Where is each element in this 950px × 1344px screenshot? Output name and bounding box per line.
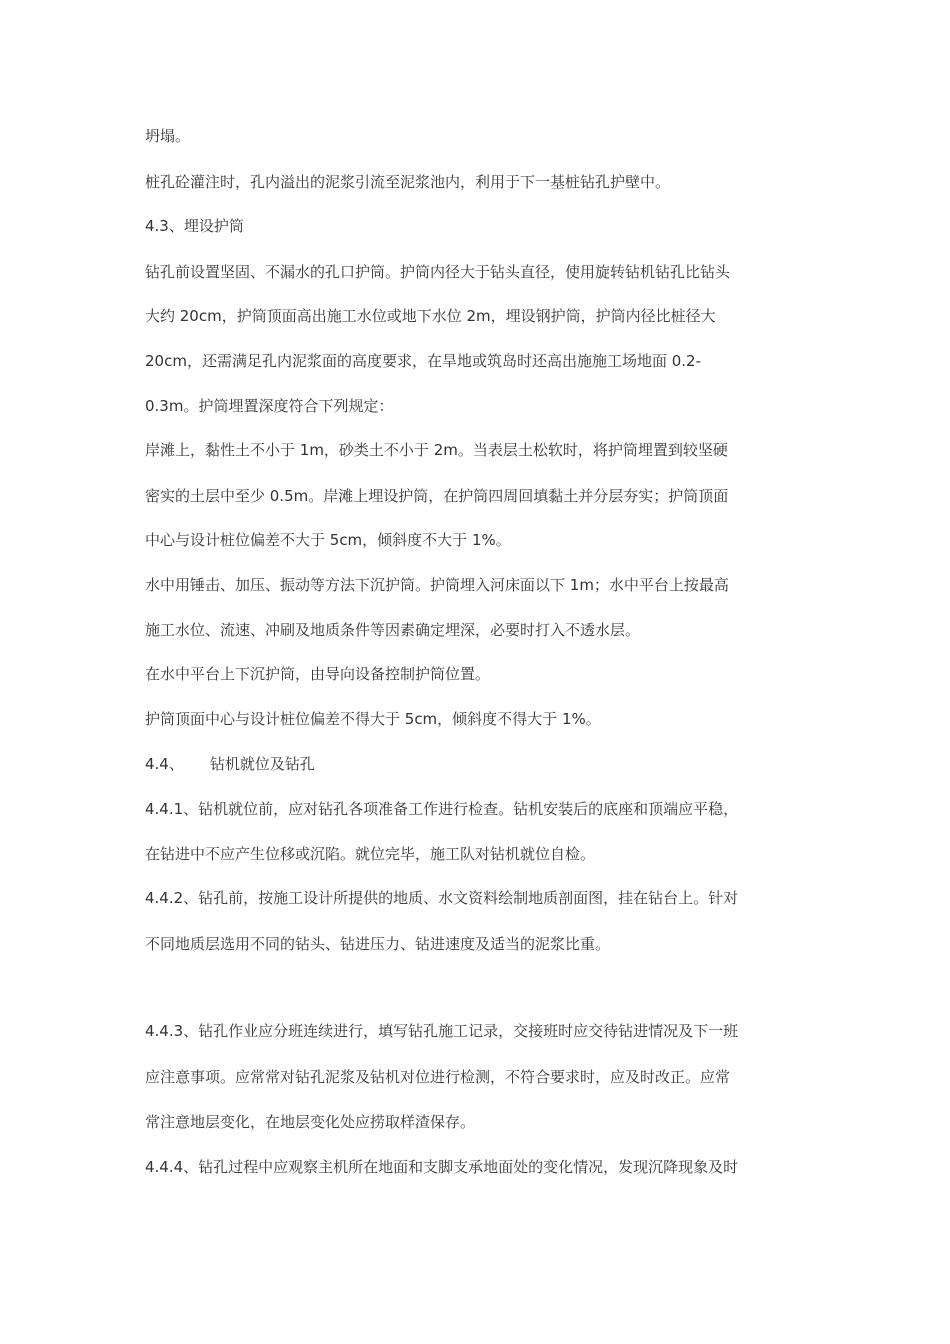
text-line: 4.4.3、钻孔作业应分班连续进行，填写钻孔施工记录，交接班时应交待钻进情况及下一班 (145, 1022, 739, 1040)
text-line: 大约 20cm，护筒顶面高出施工水位或地下水位 2m，埋设钢护筒，护筒内径比桩径大 (145, 307, 716, 325)
text-line: 中心与设计桩位偏差不大于 5cm，倾斜度不大于 1%。 (145, 531, 511, 549)
text-line: 水中用锤击、加压、振动等方法下沉护筒。护筒埋入河床面以下 1m；水中平台上按最高 (145, 576, 729, 594)
text-line: 坍塌。 (145, 127, 191, 145)
text-line: 0.3m。护筒埋置深度符合下列规定： (145, 397, 394, 415)
text-line: 桩孔砼灌注时，孔内溢出的泥浆引流至泥浆池内，利用于下一基桩钻孔护壁中。 (145, 173, 671, 191)
section-title: 钻机就位及钻孔 (209, 755, 315, 773)
text-line: 护筒顶面中心与设计桩位偏差不得大于 5cm，倾斜度不得大于 1%。 (145, 710, 601, 728)
text-line: 4.4.4、钻孔过程中应观察主机所在地面和支脚支承地面处的变化情况，发现沉降现象及时 (145, 1158, 739, 1176)
text-line: 常注意地层变化，在地层变化处应捞取样渣保存。 (145, 1113, 476, 1131)
text-line: 在钻进中不应产生位移或沉陷。就位完毕，施工队对钻机就位自检。 (145, 845, 596, 863)
text-line: 岸滩上，黏性土不小于 1m，砂类土不小于 2m。当表层土松软时，将护筒埋置到较坚硬 (145, 441, 728, 459)
text-line: 4.4.1、钻机就位前，应对钻孔各项准备工作进行检查。钻机安装后的底座和顶端应平稳， (145, 800, 739, 818)
text-line: 应注意事项。应常常对钻孔泥浆及钻机对位进行检测，不符合要求时，应及时改正。应常 (145, 1068, 731, 1086)
section-heading (145, 754, 825, 774)
text-line: 不同地质层选用不同的钻头、钻进压力、钻进速度及适当的泥浆比重。 (145, 935, 611, 953)
text-line: 施工水位、流速、冲刷及地质条件等因素确定埋深，必要时打入不透水层。 (145, 621, 641, 639)
text-line: 20cm，还需满足孔内泥浆面的高度要求，在旱地或筑岛时还高出施施工场地面 0.2- (145, 352, 701, 370)
text-line: 4.4.2、钻孔前，按施工设计所提供的地质、水文资料绘制地质剖面图，挂在钻台上。针对 (145, 889, 739, 907)
section-heading: 4.3、埋设护筒 (145, 217, 244, 235)
text-line: 钻孔前设置坚固、不漏水的孔口护筒。护筒内径大于钻头直径，使用旋转钻机钻孔比钻头 (145, 263, 731, 281)
text-line: 在水中平台上下沉护筒，由导向设备控制护筒位置。 (145, 665, 491, 683)
text-line: 密实的土层中至少 0.5m。岸滩上埋设护筒，在护筒四周回填黏土并分层夯实；护筒顶面 (145, 487, 729, 505)
section-number: 4.4、 (145, 755, 184, 773)
